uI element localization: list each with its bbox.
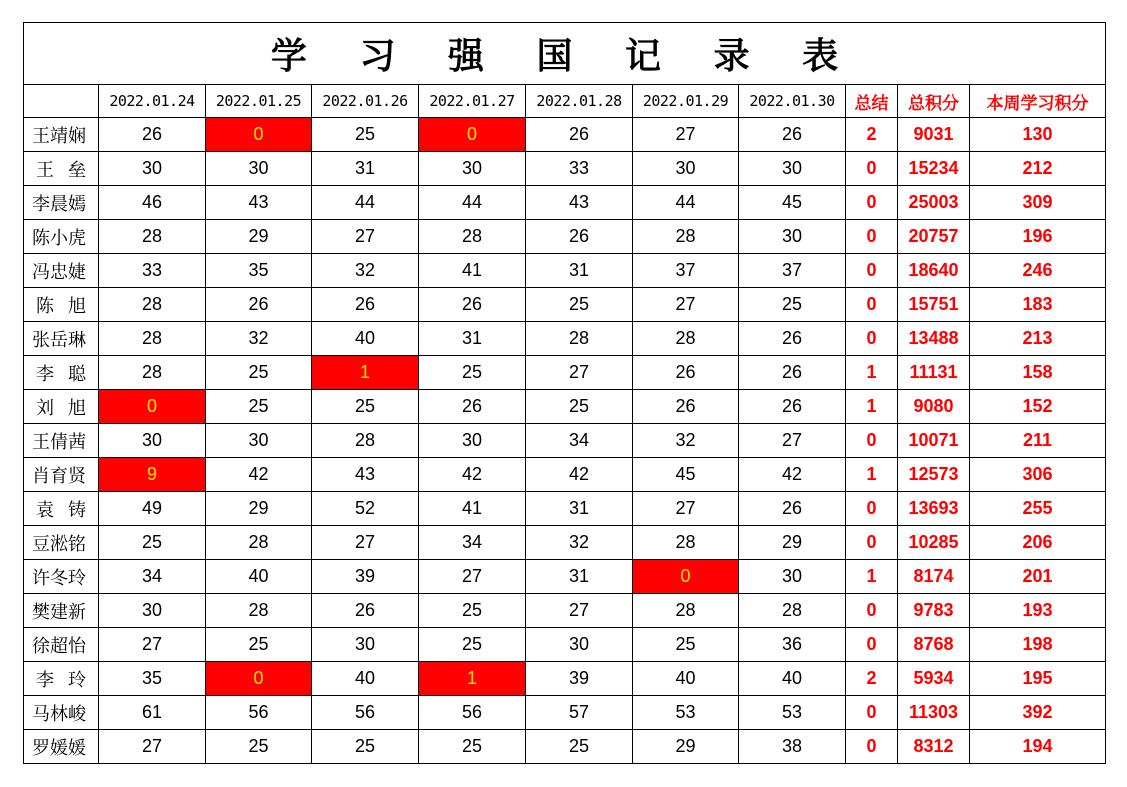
daily-score-cell[interactable]: 53 [739,696,846,730]
daily-score-cell[interactable]: 40 [206,560,312,594]
daily-score-cell[interactable]: 27 [99,730,206,764]
summary-cell[interactable]: 0 [846,288,898,322]
daily-score-cell[interactable]: 28 [99,220,206,254]
week-points-cell[interactable]: 392 [970,696,1106,730]
daily-score-cell-flagged[interactable]: 0 [419,118,526,152]
total-points-cell[interactable]: 8174 [898,560,970,594]
week-points-cell[interactable]: 306 [970,458,1106,492]
daily-score-cell[interactable]: 30 [419,152,526,186]
member-name-cell[interactable] [24,254,99,288]
daily-score-cell[interactable]: 26 [739,492,846,526]
member-name-cell[interactable] [24,424,99,458]
member-name: 冯忠婕 [32,261,86,283]
daily-score-cell[interactable]: 30 [312,628,419,662]
total-points-cell[interactable]: 9783 [898,594,970,628]
daily-score-cell-flagged[interactable]: 9 [99,458,206,492]
daily-score-cell[interactable]: 30 [99,594,206,628]
daily-score-cell[interactable]: 28 [419,220,526,254]
week-points-cell[interactable]: 211 [970,424,1106,458]
week-points-cell[interactable]: 201 [970,560,1106,594]
summary-cell[interactable]: 0 [846,424,898,458]
total-points-cell[interactable]: 15234 [898,152,970,186]
daily-score-cell[interactable]: 30 [99,424,206,458]
table-row [24,628,1106,662]
member-name: 马林峻 [32,703,86,725]
daily-score-cell-flagged[interactable]: 1 [312,356,419,390]
daily-score-cell[interactable]: 25 [526,390,633,424]
member-name-cell[interactable] [24,322,99,356]
summary-cell[interactable]: 0 [846,322,898,356]
daily-score-cell[interactable]: 25 [312,118,419,152]
summary-cell[interactable]: 0 [846,152,898,186]
header-week-points[interactable]: 本周学习积分 [970,85,1106,118]
daily-score-cell[interactable]: 28 [633,220,739,254]
daily-score-cell[interactable]: 28 [633,594,739,628]
daily-score-cell[interactable]: 30 [739,560,846,594]
daily-score-cell[interactable]: 30 [633,152,739,186]
total-points-cell[interactable]: 5934 [898,662,970,696]
record-table [23,22,1106,764]
member-name-cell[interactable] [24,730,99,764]
member-name [32,360,90,386]
daily-score-cell[interactable]: 44 [633,186,739,220]
daily-score-cell[interactable]: 32 [206,322,312,356]
summary-cell[interactable]: 0 [846,220,898,254]
week-points-cell[interactable]: 193 [970,594,1106,628]
week-points-cell[interactable]: 195 [970,662,1106,696]
table-row [24,118,1106,152]
summary-cell[interactable]: 2 [846,118,898,152]
table-row [24,356,1106,390]
daily-score-cell[interactable]: 26 [739,390,846,424]
header-summary[interactable]: 总结 [846,85,898,118]
week-points-cell[interactable]: 183 [970,288,1106,322]
total-points-cell[interactable]: 9031 [898,118,970,152]
total-points-cell[interactable]: 13488 [898,322,970,356]
member-name: 陈小虎 [32,227,86,249]
member-name-part: 旭 [68,295,86,317]
daily-score-cell[interactable]: 42 [419,458,526,492]
total-points-cell[interactable]: 25003 [898,186,970,220]
daily-score-cell[interactable]: 35 [99,662,206,696]
member-name [32,666,90,692]
daily-score-cell[interactable]: 26 [739,356,846,390]
daily-score-cell[interactable]: 27 [312,220,419,254]
daily-score-cell[interactable]: 28 [739,594,846,628]
daily-score-cell[interactable]: 53 [633,696,739,730]
daily-score-cell[interactable]: 27 [739,424,846,458]
total-points-cell[interactable]: 11131 [898,356,970,390]
daily-score-cell[interactable]: 28 [206,594,312,628]
summary-cell[interactable]: 0 [846,186,898,220]
daily-score-cell[interactable]: 26 [419,390,526,424]
total-points-cell[interactable]: 13693 [898,492,970,526]
week-points-cell[interactable]: 213 [970,322,1106,356]
daily-score-cell[interactable]: 26 [633,390,739,424]
member-name [32,292,90,318]
summary-cell[interactable]: 0 [846,628,898,662]
member-name: 许冬玲 [32,567,86,589]
daily-score-cell[interactable]: 29 [206,220,312,254]
member-name-part: 王 [36,159,54,181]
daily-score-cell[interactable]: 38 [739,730,846,764]
daily-score-cell[interactable]: 37 [739,254,846,288]
daily-score-cell[interactable]: 25 [419,730,526,764]
summary-cell[interactable]: 0 [846,526,898,560]
daily-score-cell[interactable]: 25 [312,730,419,764]
daily-score-cell[interactable]: 32 [312,254,419,288]
daily-score-cell[interactable]: 34 [526,424,633,458]
daily-score-cell[interactable]: 44 [312,186,419,220]
daily-score-cell[interactable]: 26 [739,322,846,356]
header-row [24,85,1106,118]
sheet-title: 学 习 强 国 记 录 表 [24,23,1106,85]
member-name [32,394,90,420]
header-date[interactable]: 2022.01.24 [99,85,206,118]
daily-score-cell[interactable]: 56 [419,696,526,730]
daily-score-cell[interactable]: 52 [312,492,419,526]
member-name [32,156,90,182]
daily-score-cell[interactable]: 27 [312,526,419,560]
daily-score-cell-flagged[interactable]: 0 [633,560,739,594]
daily-score-cell[interactable]: 30 [739,152,846,186]
daily-score-cell[interactable]: 31 [419,322,526,356]
total-points-cell[interactable]: 10285 [898,526,970,560]
header-name[interactable] [24,85,99,118]
member-name-cell[interactable] [24,186,99,220]
daily-score-cell[interactable]: 25 [526,730,633,764]
header-total-points[interactable]: 总积分 [898,85,970,118]
week-points-cell[interactable]: 206 [970,526,1106,560]
daily-score-cell[interactable]: 26 [526,220,633,254]
daily-score-cell[interactable]: 25 [206,730,312,764]
daily-score-cell[interactable]: 31 [312,152,419,186]
title-row [24,23,1106,85]
daily-score-cell[interactable]: 27 [633,288,739,322]
daily-score-cell[interactable]: 61 [99,696,206,730]
daily-score-cell[interactable]: 28 [633,322,739,356]
daily-score-cell[interactable]: 26 [312,288,419,322]
daily-score-cell-flagged[interactable]: 0 [206,662,312,696]
total-points-cell[interactable]: 8312 [898,730,970,764]
daily-score-cell[interactable]: 49 [99,492,206,526]
daily-score-cell[interactable]: 25 [419,356,526,390]
week-points-cell[interactable]: 246 [970,254,1106,288]
daily-score-cell[interactable]: 27 [633,118,739,152]
daily-score-cell[interactable]: 28 [312,424,419,458]
member-name-cell[interactable] [24,628,99,662]
summary-cell[interactable]: 0 [846,594,898,628]
daily-score-cell[interactable]: 40 [312,322,419,356]
daily-score-cell[interactable]: 25 [633,628,739,662]
daily-score-cell[interactable]: 29 [206,492,312,526]
member-name-cell[interactable] [24,662,99,696]
daily-score-cell[interactable]: 26 [206,288,312,322]
daily-score-cell-flagged[interactable]: 0 [206,118,312,152]
member-name-cell[interactable] [24,118,99,152]
daily-score-cell[interactable]: 26 [526,118,633,152]
daily-score-cell[interactable]: 40 [739,662,846,696]
table-row [24,220,1106,254]
total-points-cell[interactable]: 12573 [898,458,970,492]
daily-score-cell[interactable]: 39 [312,560,419,594]
member-name: 李晨嫣 [32,193,86,215]
daily-score-cell-flagged[interactable]: 0 [99,390,206,424]
member-name-cell[interactable] [24,220,99,254]
daily-score-cell[interactable]: 26 [419,288,526,322]
member-name: 樊建新 [32,601,86,623]
member-name-part: 聪 [68,363,86,385]
daily-score-cell[interactable]: 28 [99,356,206,390]
daily-score-cell[interactable]: 30 [419,424,526,458]
member-name-cell[interactable] [24,526,99,560]
daily-score-cell[interactable]: 26 [99,118,206,152]
daily-score-cell[interactable]: 25 [739,288,846,322]
table-row [24,152,1106,186]
daily-score-cell[interactable]: 56 [312,696,419,730]
summary-cell[interactable]: 0 [846,254,898,288]
member-name-cell[interactable] [24,356,99,390]
summary-cell[interactable]: 1 [846,458,898,492]
daily-score-cell[interactable]: 40 [633,662,739,696]
header-date[interactable]: 2022.01.26 [312,85,419,118]
header-date[interactable]: 2022.01.30 [739,85,846,118]
member-name-cell[interactable] [24,594,99,628]
table-row [24,424,1106,458]
total-points-cell[interactable]: 15751 [898,288,970,322]
daily-score-cell[interactable]: 25 [206,390,312,424]
member-name-part: 袁 [36,499,54,521]
daily-score-cell[interactable]: 32 [633,424,739,458]
member-name-cell[interactable] [24,560,99,594]
daily-score-cell[interactable]: 27 [419,560,526,594]
daily-score-cell[interactable]: 27 [526,356,633,390]
member-name: 罗媛媛 [32,737,86,759]
daily-score-cell[interactable]: 29 [633,730,739,764]
daily-score-cell[interactable]: 56 [206,696,312,730]
daily-score-cell[interactable]: 25 [526,288,633,322]
daily-score-cell[interactable]: 43 [312,458,419,492]
daily-score-cell[interactable]: 31 [526,560,633,594]
daily-score-cell[interactable]: 25 [419,594,526,628]
daily-score-cell[interactable]: 28 [206,526,312,560]
member-name-cell[interactable] [24,458,99,492]
table-row [24,492,1106,526]
member-name-part: 李 [36,363,54,385]
member-name-part: 垒 [68,159,86,181]
member-name-part: 陈 [36,295,54,317]
daily-score-cell[interactable]: 32 [526,526,633,560]
summary-cell[interactable]: 0 [846,730,898,764]
daily-score-cell-flagged[interactable]: 1 [419,662,526,696]
daily-score-cell[interactable]: 33 [526,152,633,186]
member-name [32,496,90,522]
daily-score-cell[interactable]: 57 [526,696,633,730]
daily-score-cell[interactable]: 26 [739,118,846,152]
daily-score-cell[interactable]: 37 [633,254,739,288]
daily-score-cell[interactable]: 44 [419,186,526,220]
table-row [24,254,1106,288]
daily-score-cell[interactable]: 39 [526,662,633,696]
summary-cell[interactable]: 1 [846,560,898,594]
table-row [24,186,1106,220]
daily-score-cell[interactable]: 34 [99,560,206,594]
daily-score-cell[interactable]: 28 [99,288,206,322]
header-date[interactable]: 2022.01.25 [206,85,312,118]
week-points-cell[interactable]: 194 [970,730,1106,764]
total-points-cell[interactable]: 18640 [898,254,970,288]
daily-score-cell[interactable]: 28 [526,322,633,356]
summary-cell[interactable]: 1 [846,390,898,424]
daily-score-cell[interactable]: 25 [206,628,312,662]
total-points-cell[interactable]: 8768 [898,628,970,662]
daily-score-cell[interactable]: 33 [99,254,206,288]
week-points-cell[interactable]: 196 [970,220,1106,254]
member-name: 张岳琳 [32,329,86,351]
week-points-cell[interactable]: 158 [970,356,1106,390]
daily-score-cell[interactable]: 45 [739,186,846,220]
table-row [24,560,1106,594]
week-points-cell[interactable]: 212 [970,152,1106,186]
daily-score-cell[interactable]: 25 [312,390,419,424]
daily-score-cell[interactable]: 36 [739,628,846,662]
member-name-part: 旭 [68,397,86,419]
daily-score-cell[interactable]: 42 [526,458,633,492]
daily-score-cell[interactable]: 45 [633,458,739,492]
total-points-cell[interactable]: 20757 [898,220,970,254]
table-row [24,322,1106,356]
member-name-cell[interactable] [24,152,99,186]
daily-score-cell[interactable]: 46 [99,186,206,220]
daily-score-cell[interactable]: 27 [633,492,739,526]
total-points-cell[interactable]: 10071 [898,424,970,458]
daily-score-cell[interactable]: 26 [633,356,739,390]
daily-score-cell[interactable]: 31 [526,254,633,288]
member-name: 徐超怡 [32,635,86,657]
week-points-cell[interactable]: 255 [970,492,1106,526]
member-name-cell[interactable] [24,288,99,322]
daily-score-cell[interactable]: 28 [633,526,739,560]
member-name-cell[interactable] [24,390,99,424]
summary-cell[interactable]: 0 [846,492,898,526]
daily-score-cell[interactable]: 43 [526,186,633,220]
member-name: 肖育贤 [32,465,86,487]
member-name: 豆淞铭 [32,533,86,555]
week-points-cell[interactable]: 130 [970,118,1106,152]
member-name-part: 李 [36,669,54,691]
week-points-cell[interactable]: 152 [970,390,1106,424]
daily-score-cell[interactable]: 30 [206,152,312,186]
daily-score-cell[interactable]: 28 [99,322,206,356]
member-name-part: 铸 [68,499,86,521]
table-row [24,696,1106,730]
table-row [24,526,1106,560]
daily-score-cell[interactable]: 40 [312,662,419,696]
summary-cell[interactable]: 2 [846,662,898,696]
total-points-cell[interactable]: 9080 [898,390,970,424]
header-date[interactable]: 2022.01.29 [633,85,739,118]
daily-score-cell[interactable]: 25 [419,628,526,662]
member-name-part: 刘 [36,397,54,419]
summary-cell[interactable]: 1 [846,356,898,390]
member-name: 王靖娴 [32,125,86,147]
daily-score-cell[interactable]: 27 [526,594,633,628]
table-row [24,458,1106,492]
daily-score-cell[interactable]: 34 [419,526,526,560]
member-name: 王倩茜 [32,431,86,453]
daily-score-cell[interactable]: 27 [99,628,206,662]
table-row [24,390,1106,424]
table-row [24,594,1106,628]
table-row [24,662,1106,696]
summary-cell[interactable]: 0 [846,696,898,730]
daily-score-cell[interactable]: 25 [99,526,206,560]
daily-score-cell[interactable]: 30 [99,152,206,186]
daily-score-cell[interactable]: 43 [206,186,312,220]
member-name-cell[interactable] [24,492,99,526]
daily-score-cell[interactable]: 31 [526,492,633,526]
daily-score-cell[interactable]: 42 [739,458,846,492]
daily-score-cell[interactable]: 42 [206,458,312,492]
header-date[interactable]: 2022.01.27 [419,85,526,118]
daily-score-cell[interactable]: 26 [312,594,419,628]
total-points-cell[interactable]: 11303 [898,696,970,730]
daily-score-cell[interactable]: 29 [739,526,846,560]
table-row [24,730,1106,764]
daily-score-cell[interactable]: 35 [206,254,312,288]
daily-score-cell[interactable]: 25 [206,356,312,390]
week-points-cell[interactable]: 309 [970,186,1106,220]
daily-score-cell[interactable]: 30 [739,220,846,254]
header-date[interactable]: 2022.01.28 [526,85,633,118]
daily-score-cell[interactable]: 41 [419,254,526,288]
member-name-part: 玲 [68,669,86,691]
table-row [24,288,1106,322]
daily-score-cell[interactable]: 30 [206,424,312,458]
daily-score-cell[interactable]: 41 [419,492,526,526]
week-points-cell[interactable]: 198 [970,628,1106,662]
member-name-cell[interactable] [24,696,99,730]
daily-score-cell[interactable]: 30 [526,628,633,662]
